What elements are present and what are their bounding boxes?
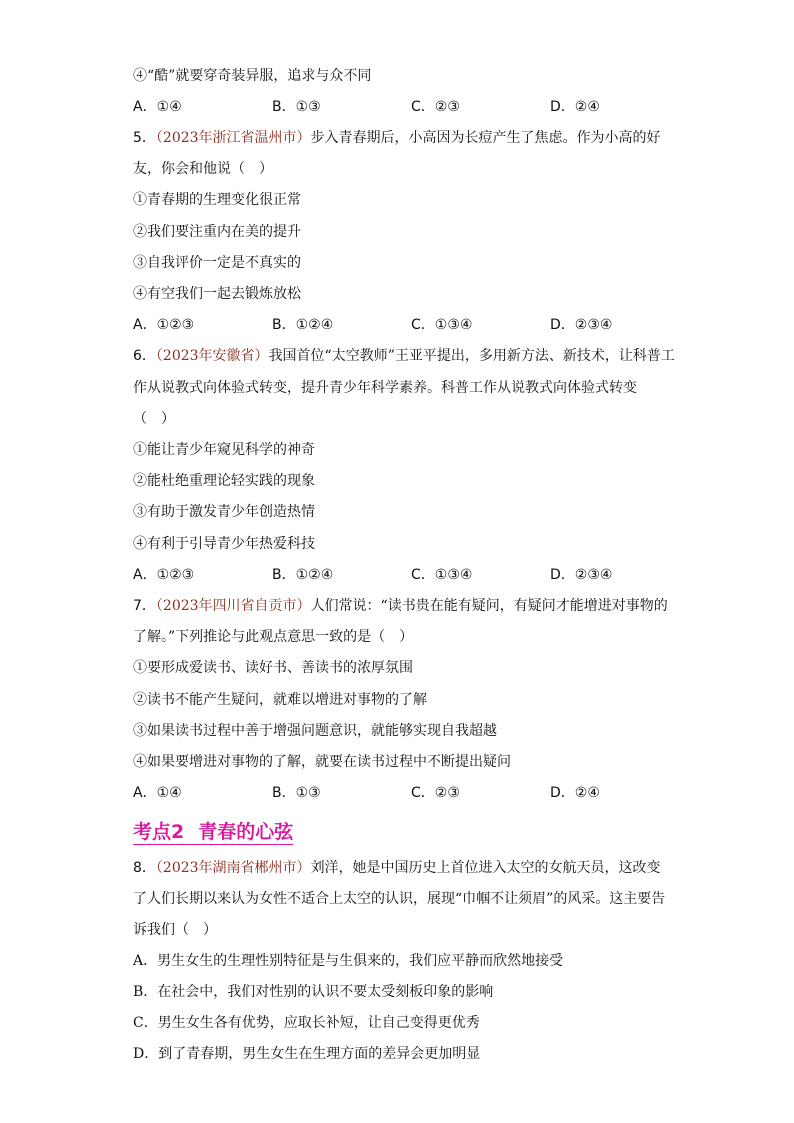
q5-stem-line-1: 5．（2023年浙江省温州市）步入青春期后，小高因为长痘产生了焦虑。作为小高的好 [133, 130, 661, 146]
q5-statement-4: ④有空我们一起去锻炼放松 [133, 286, 301, 302]
q5-statement-2: ②我们要注重内在美的提升 [133, 224, 301, 240]
q7-option-c[interactable]: C．②③ [411, 785, 460, 801]
q5-options [133, 315, 693, 335]
q7-stem-line-1: 7．（2023年四川省自贡市）人们常说：“读书贵在能有疑问，有疑问才能增进对事物的 [133, 598, 668, 614]
q5-source: （2023年浙江省温州市） [155, 130, 311, 146]
q7-statement-3: ③如果读书过程中善于增强问题意识，就能够实现自我超越 [133, 723, 497, 739]
q5-option-a[interactable]: A．①②③ [133, 317, 195, 333]
q8-number: 8． [133, 860, 156, 876]
q8-choice-b[interactable]: B．在社会中，我们对性别的认识不要太受刻板印象的影响 [133, 984, 494, 1000]
q7-number: 7． [133, 598, 156, 614]
q7-statement-4: ④如果要增进对事物的了解，就要在读书过程中不断提出疑问 [133, 754, 511, 770]
q7-option-b[interactable]: B．①③ [272, 785, 321, 801]
q4-option-c[interactable]: C．②③ [411, 99, 460, 115]
section-label: 考点2 [133, 821, 185, 843]
q6-stem-line-3: （ ） [133, 411, 175, 427]
q6-number: 6． [133, 348, 156, 364]
q6-statement-2: ②能杜绝重理论轻实践的现象 [133, 473, 315, 489]
q6-stem-line-2: 作从说教式向体验式转变，提升青少年科学素养。科普工作从说教式向体验式转变 [133, 380, 637, 396]
q8-choice-d[interactable]: D．到了青春期，男生女生在生理方面的差异会更加明显 [133, 1046, 481, 1062]
q8-source: （2023年湖南省郴州市） [155, 860, 311, 876]
q6-option-d[interactable]: D．②③④ [550, 567, 613, 583]
q7-source: （2023年四川省自贡市） [155, 598, 311, 614]
q7-statement-2: ②读书不能产生疑问，就难以增进对事物的了解 [133, 692, 427, 708]
q6-option-b[interactable]: B．①②④ [272, 567, 334, 583]
q5-option-b[interactable]: B．①②④ [272, 317, 334, 333]
q8-choice-a[interactable]: A．男生女生的生理性别特征是与生俱来的，我们应平静而欣然地接受 [133, 953, 564, 969]
q7-options [133, 783, 693, 803]
q6-option-a[interactable]: A．①②③ [133, 567, 195, 583]
q6-statement-4: ④有利于引导青少年热爱科技 [133, 536, 315, 552]
q6-stem-line-1: 6．（2023年安徽省）我国首位“太空教师”王亚平提出，多用新方法、新技术，让科普工 [133, 348, 675, 364]
q4-option-a[interactable]: A．①④ [133, 99, 182, 115]
q8-stem-line-1: 8．（2023年湖南省郴州市）刘洋，她是中国历史上首位进入太空的女航天员，这改变 [133, 860, 661, 876]
q7-option-d[interactable]: D．②④ [550, 785, 600, 801]
q6-option-c[interactable]: C．①③④ [411, 567, 473, 583]
q7-stem-line-2: 了解。”下列推论与此观点意思一致的是（ ） [133, 629, 414, 645]
q5-statement-3: ③自我评价一定是不真实的 [133, 255, 301, 271]
q5-option-d[interactable]: D．②③④ [550, 317, 613, 333]
q4-statement-4: ④“酷”就要穿奇装异服，追求与众不同 [133, 68, 372, 84]
q7-option-a[interactable]: A．①④ [133, 785, 182, 801]
section-heading [133, 820, 293, 845]
q8-stem-line-2: 了人们长期以来认为女性不适合上太空的认识，展现“巾帼不让须眉”的风采。这主要告 [133, 891, 666, 907]
q5-number: 5． [133, 130, 156, 146]
q4-option-d[interactable]: D．②④ [550, 99, 600, 115]
q6-statement-3: ③有助于激发青少年创造热情 [133, 504, 315, 520]
q6-options [133, 565, 693, 585]
q6-statement-1: ①能让青少年窥见科学的神奇 [133, 442, 315, 458]
q5-statement-1: ①青春期的生理变化很正常 [133, 192, 301, 208]
q5-stem-line-2: 友，你会和他说（ ） [133, 161, 273, 177]
q7-statement-1: ①要形成爱读书、读好书、善读书的浓厚氛围 [133, 660, 413, 676]
q4-option-b[interactable]: B．①③ [272, 99, 321, 115]
q4-options [133, 97, 693, 117]
q6-source: （2023年安徽省） [155, 348, 269, 364]
q8-stem-line-3: 诉我们（ ） [133, 922, 217, 938]
q8-choice-c[interactable]: C．男生女生各有优势，应取长补短，让自己变得更优秀 [133, 1015, 480, 1031]
section-title: 青春的心弦 [198, 821, 294, 843]
q5-option-c[interactable]: C．①③④ [411, 317, 473, 333]
